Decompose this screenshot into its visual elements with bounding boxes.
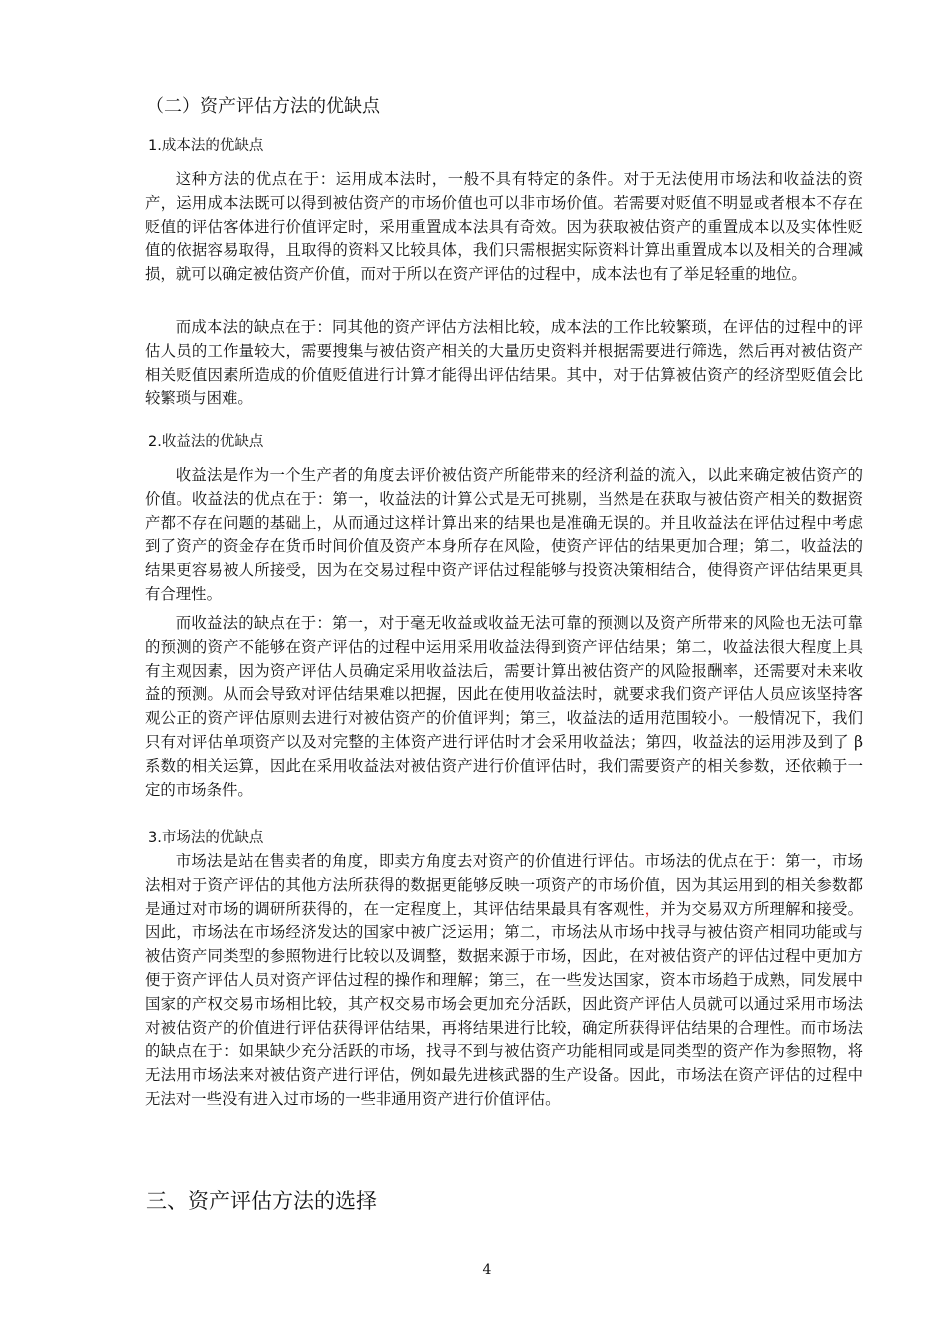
- paragraph-income-cons: 而收益法的缺点在于：第一，对于毫无收益或收益无法可靠的预测以及资产所带来的风险也无法可靠的预测的资产不能够在资产评估的过程中运用采用收益法得到资产评估结果；第二，收益法很大程度上具有主观因素，因为资产评估人员确定采用收益法后，需要计算出被估资产的风险报酬率，还需要对未来收益的预测。从而会导致对评估结果难以把握，因此在使用收益法时，就要求我们资产评估人员应该坚持客观公正的资产评估原则去进行对被估资产的价值评判；第三，收益法的适用范围较小。一般情况下，我们只有对评估单项资产以及对完整的主体资产进行评估时才会采用收益法；第四，收益法的运用涉及到了 β 系数的相关运算，因此在采用收益法对被估资产进行价值评估时，我们需要资产的相关参数，还依赖于一定的市场条件。: [145, 614, 863, 799]
- paragraph-cost-pros: 这种方法的优点在于：运用成本法时，一般不具有特定的条件。对于无法使用市场法和收益法的资产，运用成本法既可以得到被估资产的市场价值也可以非市场价值。若需要对贬值不明显或者根本不存在贬值的评估客体进行价值评定时，采用重置成本法具有奇效。因为获取被估资产的重置成本以及实体性贬值的依据容易取得，且取得的资料又比较具体，我们只需根据实际资料计算出重置成本以及相关的合理减损，就可以确定被估资产价值，而对于所以在资产评估的过程中，成本法也有了举足轻重的地位。: [145, 170, 863, 284]
- subsection-heading-cost: 1.成本法的优缺点: [148, 138, 264, 154]
- subsection-heading-income: 2.收益法的优缺点: [148, 434, 264, 450]
- paragraph-income-pros: 收益法是作为一个生产者的角度去评价被估资产所能带来的经济利益的流入，以此来确定被估资产的价值。收益法的优点在于：第一，收益法的计算公式是无可挑剔，当然是在获取与被估资产相关的数据资产都不存在问题的基础上，从而通过这样计算出来的结果也是准确无误的。并且收益法在评估过程中考虑到了资产的资金存在货币时间价值及资产本身所存在风险，使资产评估的结果更加合理；第二，收益法的结果更容易被人所接受，因为在交易过程中资产评估过程能够与投资决策相结合，使得资产评估结果更具有合理性。: [145, 466, 863, 603]
- chapter-heading: 三、资产评估方法的选择: [146, 1189, 377, 1213]
- paragraph-market-part1: 市场法是站在售卖者的角度，即卖方角度去对资产的价值进行评估。市场法的优点在于：第一，市场法相对于资产评估的其他方法所获得的数据更能够反映一项资产的市场价值，因为其运用到的相关参数都是通过对市场的调研所获得的，在一定程度上，其评估结果最具有客观性: [145, 852, 863, 918]
- highlighted-comma: ，: [644, 899, 661, 918]
- page-number: 4: [482, 1262, 492, 1278]
- paragraph-market-part2: 并为交易双方所理解和接受。因此，市场法在市场经济发达的国家中被广泛运用；第二，市场法从市场中找寻与被估资产相同功能或与被估资产同类型的参照物进行比较以及调整，数据来源于市场，因此，在对被估资产的评估过程中更加方便于资产评估人员对资产评估过程的操作和理解；第三，在一些发达国家，资本市场趋于成熟，同发展中国家的产权交易市场相比较，其产权交易市场会更加充分活跃，因此资产评估人员就可以通过采用市场法对被估资产的价值进行评估获得评估结果，再将结果进行比较，确定所获得评估结果的合理性。而市场法的缺点在于：如果缺少充分活跃的市场，找寻不到与被估资产功能相同或是同类型的资产作为参照物，将无法用市场法来对被估资产进行评估，例如最先进核武器的生产设备。因此，市场法在资产评估的过程中无法对一些没有进入过市场的一些非通用资产进行价值评估。: [145, 899, 863, 1108]
- paragraph-cost-cons: 而成本法的缺点在于：同其他的资产评估方法相比较，成本法的工作比较繁琐，在评估的过程中的评估人员的工作量较大，需要搜集与被估资产相关的大量历史资料并根据需要进行筛选，然后再对被估资产相关贬值因素所造成的价值贬值进行计算才能得出评估结果。其中，对于估算被估资产的经济型贬值会比较繁琐与困难。: [145, 318, 863, 408]
- paragraph-market: [145, 850, 863, 1112]
- subsection-heading-market: 3.市场法的优缺点: [148, 830, 264, 846]
- section-heading: （二）资产评估方法的优缺点: [146, 96, 380, 117]
